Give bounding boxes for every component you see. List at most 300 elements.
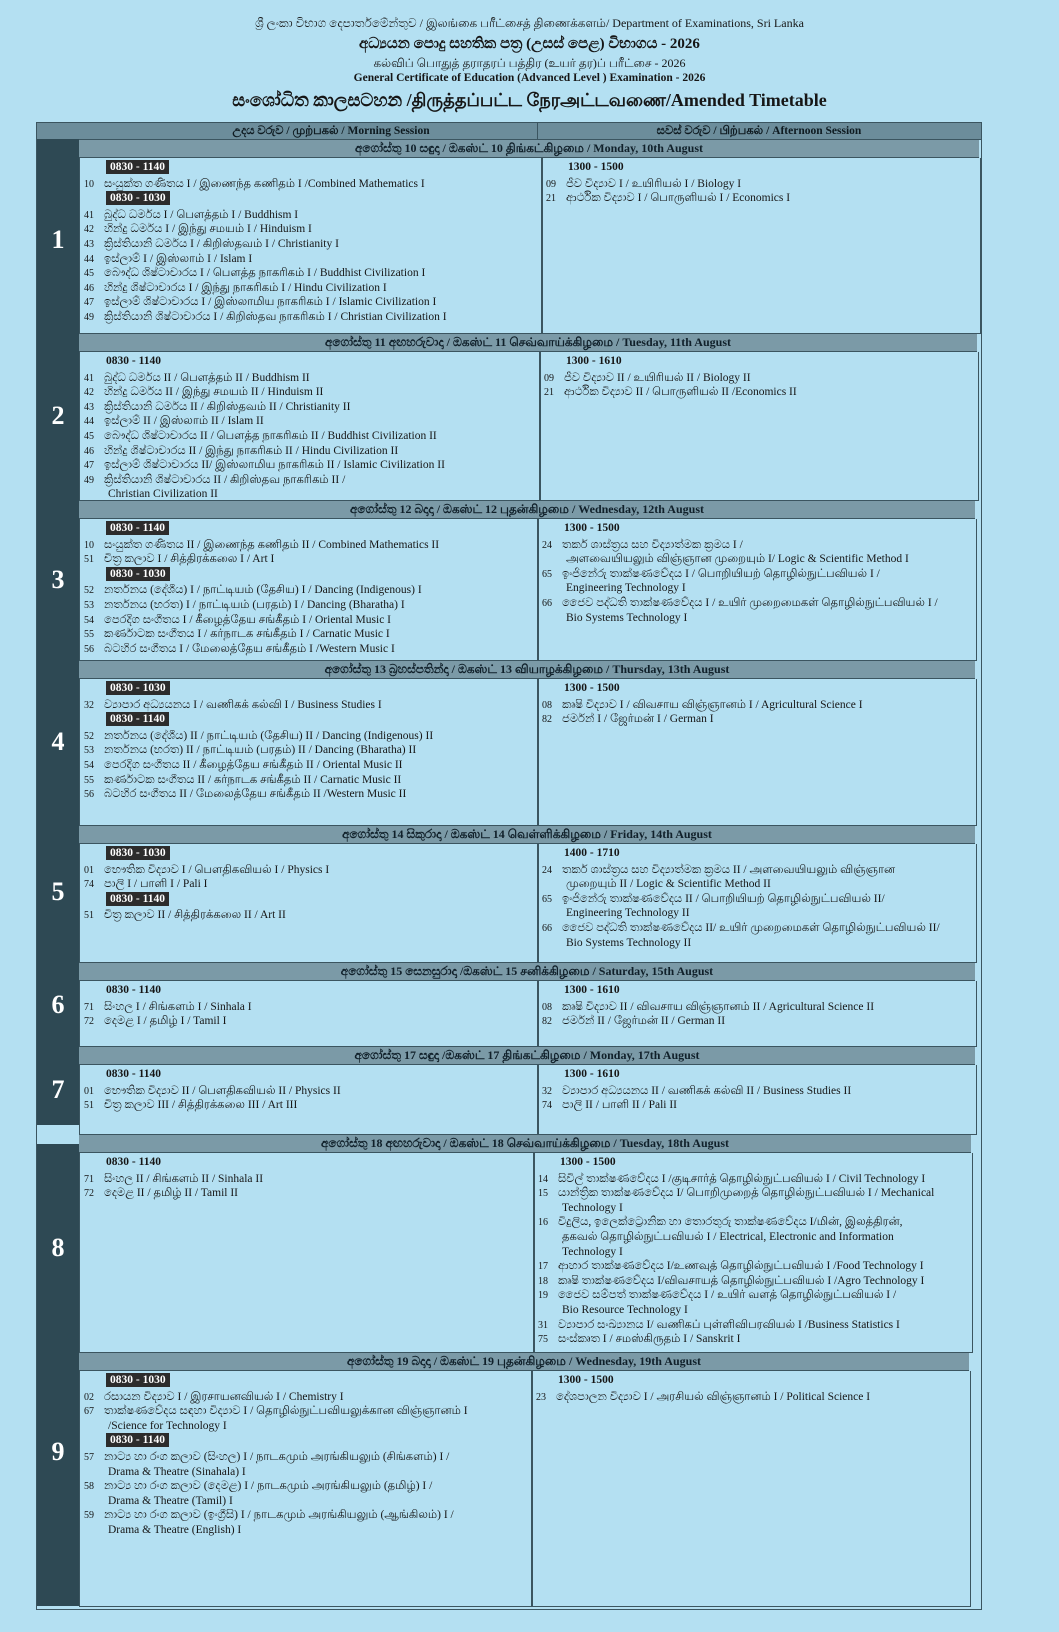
subject-name: දේශපාලන විද්‍යාව I / அரசியல் விஞ்ஞானம் I / Political Science I [556, 1390, 871, 1403]
subject-line [84, 598, 536, 612]
subject-line [538, 1259, 970, 1273]
subject-name: තාක්ෂණවේදය සඳහා විද්‍යාව I / தொழில்நுட்பவியலுக்கான விஞ்ஞானம் I [104, 1405, 468, 1418]
subject-name: හින්දු ධර්මය I / இந்து சமயம் I / Hinduism I [104, 223, 312, 236]
subject-name: පෙරදිග සංගීතය I / கீழைத்தேய சங்கீதம் I / Oriental Music I [104, 613, 392, 626]
morning-session-cell [79, 1371, 533, 1607]
subject-name: පෙරදිග සංගීතය II / கீழைத்தேய சங்கீதம் II / Oriental Music II [104, 759, 403, 771]
subject-line [84, 583, 536, 597]
subject-line [84, 1084, 536, 1098]
session-time: 1300 - 1500 [564, 682, 620, 694]
subject-line [542, 581, 974, 595]
subject-code: 66 [542, 923, 552, 934]
subject-name: Christian Civilization II [108, 488, 218, 501]
afternoon-session-cell [537, 1065, 977, 1135]
subject-line [84, 281, 540, 295]
subject-code: 24 [542, 864, 552, 876]
subject-code: 46 [84, 282, 94, 294]
subject-name: Technology I [562, 1245, 623, 1258]
subject-line [84, 1014, 536, 1028]
subject-name: ජෛව පද්ධති තාක්ෂණවේදය I / உயிர் முறைமைகள் தொழில்நுட்பவியல் I / [562, 597, 938, 609]
department-title: ශ්‍රී ලංකා විභාග දෙපාර්තමේන්තුව / இலங்கை பரீட்சைத் திணைக்களம்/ Department of Examinations, Sri Lanka [255, 16, 804, 30]
subject-code: 72 [84, 1016, 94, 1028]
session-time: 0830 - 1030 [106, 567, 170, 581]
subject-code: 02 [84, 1391, 94, 1403]
session-time: 0830 - 1140 [106, 355, 161, 367]
subject-line [538, 1245, 970, 1259]
subject-code: 66 [542, 598, 552, 609]
subject-name: ඉස්ලාම් ශිෂ්ටාචාරය II/ இஸ்லாமிய நாகரிகம் II / Islamic Civilization II [104, 459, 445, 472]
subject-line [84, 627, 536, 641]
subject-line [84, 414, 538, 428]
subject-code: 51 [84, 910, 94, 922]
date-row: අගෝස්තු 13 බ්‍රහස්පතින්දා / ඔகஸ்ட் 13 வியாழக்கிழமை / Thursday, 13th August [79, 660, 975, 679]
subject-line [84, 458, 538, 472]
subject-code: 44 [84, 416, 94, 428]
subject-line [84, 1390, 530, 1404]
day-number: 3 [51, 565, 65, 594]
subject-name: Bio Resource Technology I [562, 1304, 688, 1316]
subject-line [84, 429, 538, 443]
subject-name: රසායන විද්‍යාව I / இரசாயனவியல் I / Chemistry I [104, 1390, 344, 1403]
subject-name: කර්ණාටක සංගීතය I / கர்நாடக சங்கீதம் I / Carnatic Music I [104, 628, 390, 641]
subject-code: 52 [84, 585, 94, 597]
subject-code: 59 [84, 1510, 94, 1522]
subject-code: 49 [84, 474, 94, 486]
subject-line [84, 613, 536, 627]
subject-name: බෞද්ධ ශිෂ්ටාචාරය I / பௌத்த நாகரிகம் I / Buddhist Civilization I [104, 267, 426, 280]
subject-line [84, 252, 540, 266]
subject-name: කෘෂි විද්‍යාව II / விவசாய விஞ்ஞானம் II / Agricultural Science II [562, 1000, 875, 1013]
exam-title-english: General Certificate of Education (Advanced Level ) Examination - 2026 [353, 72, 706, 84]
afternoon-session-header: සවස් වරුව / பிற்பகல் / Afternoon Session [537, 123, 980, 139]
subject-code: 32 [542, 1085, 552, 1097]
session-time: 0830 - 1140 [106, 1068, 161, 1080]
subject-code: 75 [538, 1334, 548, 1346]
subject-code: 46 [84, 445, 94, 457]
session-time: 0830 - 1140 [106, 892, 169, 906]
morning-session-cell [79, 519, 539, 661]
subject-code: 14 [538, 1173, 548, 1185]
subject-code: 45 [84, 431, 94, 442]
subject-name: ඉස්ලාම් I / இஸ்லாம் I / Islam I [104, 252, 253, 265]
morning-session-cell [79, 1153, 535, 1353]
subject-line [84, 1404, 530, 1418]
subject-code: 41 [84, 372, 94, 384]
subject-name: Technology I [562, 1201, 623, 1214]
subject-name: ජීව විද්‍යාව II / உயிரியல் II / Biology II [564, 371, 751, 384]
subject-code: 65 [542, 893, 552, 905]
subject-code: 10 [84, 539, 94, 551]
subject-name: முறையும் II / Logic & Scientific Method II [566, 878, 771, 891]
subject-name: නර්තනය (භරත) II / நாட்டியம் (பரதம்) II / Dancing (Bharatha) II [104, 744, 417, 757]
session-time: 1300 - 1500 [560, 1156, 616, 1168]
afternoon-session-cell [531, 1371, 971, 1607]
subject-code: 17 [538, 1261, 548, 1273]
subject-line [84, 237, 540, 251]
subject-name: ව්‍යාපාර අධ්‍යයනය II / வணிகக் கல்வி II / Business Studies II [562, 1084, 852, 1097]
subject-name: ක්‍රිස්තියානි ශිෂ්ටාචාරය II / கிறிஸ்தவ நாகரிகம் II / [104, 473, 346, 486]
subject-code: 23 [536, 1391, 546, 1403]
session-time: 0830 - 1140 [106, 521, 169, 535]
subject-code: 71 [84, 1173, 94, 1185]
session-time: 0830 - 1030 [106, 191, 170, 205]
subject-line [84, 787, 536, 801]
subject-line [84, 877, 536, 891]
subject-name: තර්ක ශාස්ත්‍රය සහ විද්‍යාත්මක ක්‍රමය I / [562, 538, 743, 551]
subject-name: සංයුක්ත ගණිතය I / இணைந்த கணிதம் I /Combined Mathematics I [104, 177, 425, 190]
subject-line [84, 1508, 530, 1522]
session-time: 0830 - 1140 [106, 160, 169, 174]
date-row: අගෝස්තු 12 බදාදා / ඔகஸ்ட் 12 புதன்கிழமை / Wednesday, 12th August [79, 500, 975, 519]
subject-code: 21 [544, 387, 554, 399]
session-time: 0830 - 1030 [106, 681, 170, 695]
subject-name: ජර්මන් II / ஜேர்மன் II / German II [562, 1015, 726, 1028]
subject-line [542, 538, 974, 552]
subject-code: 43 [84, 239, 94, 250]
subject-name: හින්දු ශිෂ්ටාචාරය I / இந்து நாகரிகம் I / Hindu Civilization I [104, 281, 387, 294]
subject-line [542, 698, 974, 712]
subject-line [542, 552, 974, 566]
date-row: අගෝස්තු 14 සිකුරාදා / ඔகஸ்ட் 14 வெள்ளிக்கிழமை / Friday, 14th August [79, 825, 975, 844]
afternoon-session-cell [537, 981, 977, 1047]
subject-line [84, 1494, 530, 1508]
date-row: අගෝස්තු 10 සඳුදා / ඔகஸ்ட் 10 திங்கட்கிழமை / Monday, 10th August [79, 139, 979, 158]
subject-name: ක්‍රිස්තියානි ධර්මය II / கிறிஸ்தவம் II / Christianity II [104, 400, 351, 413]
subject-name: Engineering Technology I [566, 582, 686, 595]
subject-line [84, 310, 540, 324]
morning-session-header: උදය වරුව / முற்பகல் / Morning Session [232, 125, 430, 137]
subject-name: සිවිල් තාක්ෂණවේදය I /குடிசார்த் தொழில்நுட்பவியல் I / Civil Technology I [558, 1172, 926, 1185]
subject-code: 55 [84, 629, 94, 641]
subject-name: ඉංජිනේරු තාක්ෂණවේදය II / பொறியியற் தொழில்நுட்பவியல் II/ [562, 892, 885, 905]
subject-code: 71 [84, 1001, 94, 1013]
subject-name: නාට්‍ය හා රංග කලාව (දෙමළ) I / நாடகமும் அரங்கியலும் (தமிழ்) I / [104, 1480, 433, 1493]
subject-name: ජෛව සම්පත් තාක්ෂණවේදය I / உயிர் வளத் தொழில்நுட்பவியல் I / [558, 1289, 897, 1302]
subject-code: 01 [84, 864, 94, 876]
subject-line [84, 1172, 532, 1186]
date-row: අගෝස්තු 19 බදාදා / ඔகஸ்ட் 19 புதன்கிழமை / Wednesday, 19th August [79, 1352, 969, 1371]
day-number: 1 [51, 225, 65, 254]
subject-code: 31 [538, 1319, 548, 1331]
morning-session-cell [79, 679, 539, 826]
subject-code: 54 [84, 760, 94, 771]
subject-name: ආහාර තාක්ෂණවේදය I/உணவுத் தொழில்நுட்பவியல் I /Food Technology I [558, 1260, 924, 1273]
subject-name: ව්‍යාපාර සංඛ්‍යානය I/ வணிகப் புள்ளிவிபரவியல் I /Business Statistics I [558, 1318, 900, 1331]
subject-name: ජර්මන් I / ஜேர்மன் I / German I [562, 713, 714, 726]
subject-line [84, 1479, 530, 1493]
date-row: අගෝස්තු 17 සඳුදා /ඔகஸ்ட் 17 திங்கட்கிழமை / Monday, 17th August [79, 1046, 975, 1065]
subject-name: Bio Systems Technology II [566, 936, 692, 949]
subject-name: සංයුක්ත ගණිතය II / இணைந்த கணிதம் II / Combined Mathematics II [104, 538, 440, 551]
subject-name: ක්‍රිස්තියානි ධර්මය I / கிறிஸ்தவம் I / Christianity I [104, 238, 339, 250]
subject-name: ආර්ථික විද්‍යාව II / பொருளியல் II /Economics II [564, 386, 797, 399]
subject-name: කෘෂි විද්‍යාව I / விவசாய விஞ்ஞானம் I / Agricultural Science I [562, 698, 863, 711]
subject-code: 74 [84, 879, 94, 891]
date-row: අගෝස්තු 11 අඟහරුවාදා / ඔகஸ்ட் 11 செவ்வாய்க்கிழமை / Tuesday, 11th August [79, 333, 977, 352]
afternoon-session-cell [533, 1153, 973, 1353]
morning-session-cell [79, 844, 539, 963]
subject-code: 55 [84, 774, 94, 786]
session-time: 1300 - 1610 [564, 1068, 620, 1080]
subject-line [538, 1230, 970, 1244]
day-number: 2 [51, 401, 65, 430]
subject-line [542, 921, 974, 935]
subject-line [538, 1215, 970, 1229]
subject-code: 58 [84, 1481, 94, 1493]
subject-line [84, 208, 540, 222]
subject-line [538, 1201, 970, 1215]
subject-name: චිත්‍ර කලාව III / சித்திரக்கலை III / Art III [104, 1099, 298, 1112]
subject-name: ඉස්ලාම් II / இஸ்லாம் II / Islam II [104, 415, 264, 428]
subject-line [84, 1419, 530, 1433]
subject-line [538, 1186, 970, 1200]
subject-name: ජෛව පද්ධති තාක්ෂණවේදය II/ உயிர் முறைமைகள் தொழில்நுட்பவியல் II/ [562, 922, 940, 934]
subject-name: කෘෂි තාක්ෂණවේදය I/விவசாயத் தொழில்நுட்பவியல் I /Agro Technology I [558, 1274, 925, 1287]
subject-line [542, 1014, 974, 1028]
subject-code: 42 [84, 224, 94, 236]
subject-name: Drama & Theatre (English) I [108, 1524, 242, 1536]
timetable-table [36, 122, 982, 1610]
subject-code: 53 [84, 600, 94, 611]
subject-code: 09 [546, 178, 556, 190]
subject-name: ආර්ථික විද්‍යාව I / பொருளியல் I / Economics I [566, 192, 791, 205]
subject-line [84, 473, 538, 487]
session-time: 1300 - 1500 [568, 161, 624, 173]
session-time: 1300 - 1500 [558, 1374, 614, 1386]
session-time: 0830 - 1140 [106, 1156, 161, 1168]
subject-line [538, 1274, 970, 1288]
day-number: 4 [51, 727, 65, 756]
subject-name: දෙමළ I / தமிழ் I / Tamil I [104, 1015, 227, 1028]
afternoon-session-cell [537, 519, 977, 661]
afternoon-session-cell [539, 352, 979, 501]
subject-code: 16 [538, 1217, 548, 1229]
subject-code: 52 [84, 730, 94, 742]
morning-session-cell [79, 981, 539, 1047]
subject-line [546, 191, 978, 205]
day-number: 8 [51, 1233, 65, 1262]
session-time: 1300 - 1610 [564, 984, 620, 996]
day-number: 9 [51, 1437, 65, 1466]
subject-line [542, 712, 974, 726]
subject-name: පාලි II / பாளி II / Pali II [562, 1099, 678, 1112]
afternoon-session-cell [537, 844, 977, 963]
subject-code: 41 [84, 209, 94, 221]
subject-line [542, 596, 974, 610]
subject-name: භෞතික විද්‍යාව II / பௌதிகவியல் II / Physics II [104, 1084, 341, 1097]
subject-name: නාට්‍ය හා රංග කලාව (සිංහල) I / நாடகமும் அரங்கியலும் (சிங்களம்) I / [104, 1451, 450, 1463]
subject-name: විදුලිය, ඉලෙක්ට්‍රොනික හා තොරතුරු තාක්ෂණවේදය I/மின், இலத்திரன், [558, 1216, 903, 1229]
subject-line [542, 906, 974, 920]
subject-line [542, 936, 974, 950]
date-row: අගෝස්තු 15 සෙනසුරාදා /ඔகஸ்ட் 15 சனிக்கிழமை / Saturday, 15th August [79, 962, 975, 981]
subject-code: 10 [84, 178, 94, 190]
column-header-row [37, 123, 981, 140]
subject-code: 56 [84, 789, 94, 801]
subject-code: 74 [542, 1100, 552, 1112]
subject-name: ව්‍යාපාර අධ්‍යයනය I / வணிகக் கல்வி I / Business Studies I [104, 698, 382, 711]
subject-name: හින්දු ශිෂ්ටාචාරය II / இந்து நாகரிகம் II / Hindu Civilization II [104, 444, 399, 457]
subject-name: බටහිර සංගීතය II / மேலைத்தேய சங்கீதம் II /Western Music II [104, 788, 407, 801]
subject-name: දෙමළ II / தமிழ் II / Tamil II [104, 1187, 238, 1200]
subject-line [544, 385, 976, 399]
subject-line [536, 1390, 968, 1404]
subject-line [84, 1465, 530, 1479]
subject-line [84, 642, 536, 656]
subject-code: 08 [542, 699, 552, 711]
subject-name: බුද්ධ ධර්මය I / பௌத்தம் I / Buddhism I [104, 208, 299, 221]
subject-code: 82 [542, 1016, 552, 1028]
subject-name: ජීව විද්‍යාව I / உயிரியல் I / Biology I [566, 177, 742, 190]
subject-line [84, 729, 536, 743]
subject-code: 09 [544, 372, 554, 384]
subject-name: නාට්‍ය හා රංග කලාව (ඉංග්‍රීසි) I / நாடகமும் அரங்கியலும் (ஆங்கிலம்) I / [104, 1509, 454, 1522]
day-number: 7 [51, 1075, 65, 1104]
subject-line [84, 371, 538, 385]
subject-code: 82 [542, 714, 552, 726]
subject-name: Engineering Technology II [566, 907, 690, 920]
subject-line [84, 177, 540, 191]
subject-line [538, 1172, 970, 1186]
subject-line [84, 1098, 536, 1112]
subject-code: 53 [84, 745, 94, 757]
subject-line [542, 877, 974, 891]
subject-name: தகவல் தொழில்நுட்பவியல் I / Electrical, Electronic and Information [562, 1231, 894, 1243]
subject-name: සිංහල I / சிங்களம் I / Sinhala I [104, 1000, 252, 1013]
subject-line [84, 743, 536, 757]
subject-name: තර්ක ශාස්ත්‍රය සහ විද්‍යාත්මක ක්‍රමය II / அளவையியலும் விஞ்ஞான [562, 863, 896, 876]
subject-line [542, 611, 974, 625]
afternoon-session-cell [541, 158, 981, 334]
subject-code: 51 [84, 1100, 94, 1112]
subject-line [84, 538, 536, 552]
subject-line [84, 222, 540, 236]
subject-name: ක්‍රිස්තියානි ශිෂ්ටාචාරය I / கிறிஸ்தவ நாகரிகம் I / Christian Civilization I [104, 311, 447, 323]
subject-name: පාලි I / பாளி I / Pali I [104, 878, 208, 891]
morning-session-cell [79, 352, 541, 501]
subject-code: 57 [84, 1452, 94, 1463]
subject-code: 43 [84, 401, 94, 413]
subject-name: அளவையியலும் விஞ்ஞான முறையும் I/ Logic & Scientific Method I [566, 553, 909, 566]
subject-line [546, 177, 978, 191]
exam-title-sinhala: අධ්‍යයන පොදු සහතික පත්‍ර (උසස් පෙළ) විභාගය - 2026 [359, 36, 700, 52]
subject-name: සංස්කෘත I / சமஸ்கிருதம் I / Sanskrit I [558, 1333, 741, 1346]
subject-line [84, 758, 536, 772]
subject-line [84, 385, 538, 399]
subject-code: 47 [84, 460, 94, 472]
subject-code: 21 [546, 193, 556, 205]
session-time: 1400 - 1710 [564, 847, 620, 859]
subject-name: නර්තනය (දේශීය) I / நாட்டியம் (தேசிய) I / Dancing (Indigenous) I [104, 584, 422, 597]
subject-code: 44 [84, 253, 94, 265]
subject-name: නර්තනය (භරත) I / நாட்டியம் (பரதம்) I / Dancing (Bharatha) I [104, 599, 405, 611]
subject-line [84, 400, 538, 414]
subject-line [84, 863, 536, 877]
subject-code: 67 [84, 1406, 94, 1418]
subject-name: නර්තනය (දේශීය) II / நாட்டியம் (தேசிய) II / Dancing (Indigenous) II [104, 729, 434, 742]
date-row: අගෝස්තු 18 අඟහරුවාදා / ඔகஸ்ட் 18 செவ்வாய்க்கிழமை / Tuesday, 18th August [79, 1134, 971, 1153]
subject-name: සිංහල II / சிங்களம் II / Sinhala II [104, 1172, 264, 1185]
subject-line [84, 1000, 536, 1014]
session-time: 0830 - 1140 [106, 712, 169, 726]
day-sidebar [37, 1352, 79, 1606]
morning-session-cell [79, 1065, 539, 1135]
day-number: 6 [51, 990, 65, 1019]
subject-line [84, 1523, 530, 1537]
subject-code: 19 [538, 1290, 548, 1302]
subject-line [84, 295, 540, 309]
subject-code: 15 [538, 1188, 548, 1200]
subject-name: භෞතික විද්‍යාව I / பௌதிகவியல் I / Physics I [104, 863, 330, 876]
amended-timetable-title: සංශෝධිත කාලසටහන /திருத்தப்பட்ட நேரஅட்டவணை/Amended Timetable [232, 90, 827, 110]
subject-code: 51 [84, 554, 94, 566]
subject-code: 08 [542, 1001, 552, 1013]
subject-line [84, 266, 540, 280]
subject-line [538, 1318, 970, 1332]
subject-name: Bio Systems Technology I [566, 611, 688, 624]
session-time: 1300 - 1500 [564, 522, 620, 534]
subject-line [538, 1303, 970, 1317]
subject-code: 65 [542, 568, 552, 580]
session-time: 0830 - 1030 [106, 846, 170, 860]
subject-line [538, 1288, 970, 1302]
session-time: 0830 - 1140 [106, 984, 161, 996]
subject-line [542, 892, 974, 906]
session-time: 1300 - 1610 [566, 355, 622, 367]
subject-line [84, 773, 536, 787]
subject-name: චිත්‍ර කලාව I / சித்திரக்கலை I / Art I [104, 553, 275, 566]
subject-line [542, 1098, 974, 1112]
subject-code: 42 [84, 387, 94, 399]
subject-line [542, 567, 974, 581]
day-number: 5 [51, 877, 65, 906]
morning-session-cell [79, 158, 543, 334]
subject-line [84, 698, 536, 712]
subject-name: බටහිර සංගීතය I / மேலைத்தேய சங்கீதம் I /Western Music I [104, 642, 395, 655]
subject-code: 54 [84, 614, 94, 626]
subject-line [544, 371, 976, 385]
subject-line [538, 1332, 970, 1346]
exam-title-tamil: கல்விப் பொதுத் தராதரப் பத்திர (உயர் தர)ப் பரீட்சை - 2026 [373, 56, 686, 70]
subject-code: 45 [84, 268, 94, 280]
subject-name: බුද්ධ ධර්මය II / பௌத்தம் II / Buddhism II [104, 371, 310, 384]
subject-name: බෞද්ධ ශිෂ්ටාචාරය II / பௌத்த நாகரிகம் II / Buddhist Civilization II [104, 430, 437, 442]
subject-code: 56 [84, 643, 94, 655]
subject-line [84, 552, 536, 566]
subject-code: 47 [84, 297, 94, 309]
subject-line [84, 1450, 530, 1464]
subject-line [542, 863, 974, 877]
subject-line [84, 908, 536, 922]
subject-name: යාන්ත්‍රික තාක්ෂණවේදය I/ பொறிமுறைத் தொழில்நுட்பவியல் I / Mechanical [558, 1187, 935, 1200]
subject-name: හින්දු ධර්මය II / இந்து சமயம் II / Hinduism II [104, 386, 324, 399]
subject-name: /Science for Technology I [108, 1419, 227, 1432]
subject-code: 01 [84, 1085, 94, 1097]
subject-line [542, 1000, 974, 1014]
subject-name: ඉස්ලාම් ශිෂ්ටාචාරය I / இஸ்லாமிய நாகரிகம் I / Islamic Civilization I [104, 296, 437, 309]
subject-code: 49 [84, 312, 94, 323]
subject-line [542, 1084, 974, 1098]
session-time: 0830 - 1030 [106, 1373, 170, 1387]
subject-code: 72 [84, 1188, 94, 1200]
subject-name: කර්ණාටක සංගීතය II / கர்நாடக சங்கீதம் II / Carnatic Music II [104, 773, 402, 786]
subject-name: ඉංජිනේරු තාක්ෂණවේදය I / பொறியியற் தொழில்நுட்பவியல் I / [562, 567, 880, 580]
subject-line [84, 444, 538, 458]
subject-name: චිත්‍ර කලාව II / சித்திரக்கலை II / Art II [104, 909, 286, 922]
subject-code: 24 [542, 539, 552, 551]
subject-code: 32 [84, 699, 94, 711]
subject-line [84, 1186, 532, 1200]
